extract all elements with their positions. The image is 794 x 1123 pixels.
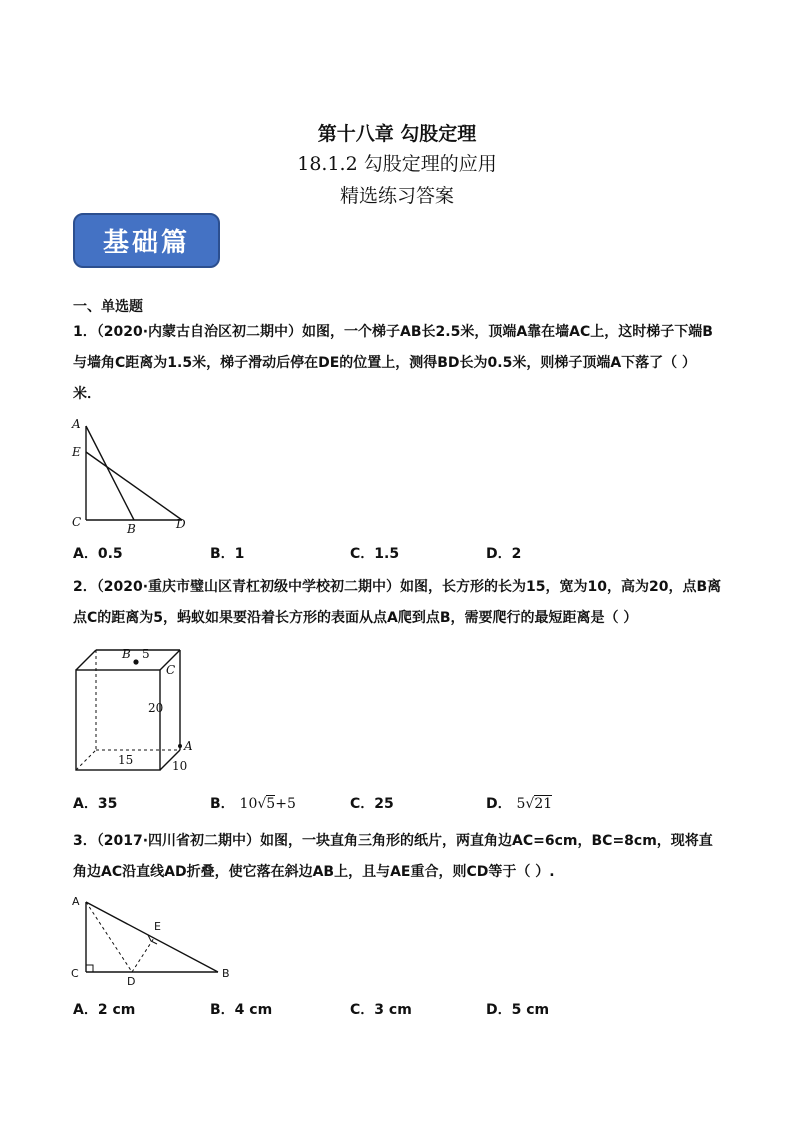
question-1 [73,317,723,410]
option-b[interactable]: B．1 [210,546,245,562]
label-a: A [72,895,80,908]
option-d-math [517,795,553,812]
option-a[interactable]: A．35 [73,796,118,812]
chapter-title: 第十八章 勾股定理 [317,123,477,145]
math-radicand: 5 [266,796,276,812]
option-c[interactable]: C．25 [350,796,394,812]
question-text: （2020·内蒙古自治区初二期中）如图，一个梯子AB长2.5米，顶端A靠在墙AC上，这时梯子下端B与墙角C距离为1.5米，梯子滑动后停在DE的位置上，测得BD长为0.5米，则梯子顶端A下落了（ ）米． [73,324,713,402]
label-d: D [176,517,186,531]
option-a[interactable]: A．2 cm [73,1002,136,1018]
label-15: 15 [118,753,134,767]
option-c[interactable]: C．3 cm [350,1002,412,1018]
math-coef: 5 [516,796,526,812]
label-a: A [184,739,193,753]
label-d: D [127,975,136,988]
label-b: B [222,967,230,980]
fold-line-ad [86,902,132,972]
question-3 [73,826,723,888]
option-d[interactable]: D．5 cm [486,1002,550,1018]
option-b-letter: B． [210,796,235,812]
label-10: 10 [172,759,188,773]
section-title: 18.1.2 勾股定理的应用 [297,153,497,175]
sqrt-sign: √ [525,796,535,812]
question-number: 3． [73,833,97,849]
ladder-ed [86,452,182,520]
box-edge [76,650,96,670]
side-ab [86,902,218,972]
option-d[interactable]: D．2 [486,546,522,562]
math-coef: 10 [239,796,258,812]
option-d-letter: D． [486,796,512,812]
option-d[interactable] [486,793,552,813]
options-q2 [73,793,723,817]
options-q1 [73,543,723,567]
question-number: 1． [73,324,97,340]
label-5: 5 [142,647,150,661]
sqrt-sign: √ [257,796,267,812]
option-b[interactable]: B．4 cm [210,1002,273,1018]
label-20: 20 [148,701,164,715]
figure-ladder [60,410,200,535]
label-c: C [71,967,79,980]
subtitle: 精选练习答案 [339,185,454,207]
figure-box [70,640,210,775]
section-heading: 一、单选题 [73,299,143,315]
right-angle-c [86,965,93,972]
segment-de [132,938,154,972]
point-b [133,659,138,664]
label-b: B [127,522,136,536]
label-c: C [72,515,82,529]
option-c[interactable]: C．1.5 [350,546,400,562]
figure-triangle [66,892,246,987]
label-e: E [72,445,81,459]
options-q3 [73,999,723,1023]
option-b[interactable] [210,793,296,813]
question-2 [73,572,723,634]
label-b: B [122,647,131,661]
question-number: 2． [73,579,97,595]
ladder-ab [86,426,134,520]
label-a: A [72,417,81,431]
label-e: E [154,920,161,933]
math-tail: +5 [275,796,296,812]
option-a[interactable]: A．0.5 [73,546,123,562]
level-badge: 基础篇 [73,213,220,268]
box-hidden-edge [76,750,96,770]
question-text: （2020·重庆市璧山区青杠初级中学校初二期中）如图，长方形的长为15，宽为10，高为20，点B离点C的距离为5，蚂蚁如果要沿着长方形的表面从点A爬到点B，需要爬行的最短距离是（ ） [73,579,722,626]
question-text: （2017·四川省初二期中）如图，一块直角三角形的纸片，两直角边AC=6cm，BC=8cm，现将直角边AC沿直线AD折叠，使它落在斜边AB上，且与AE重合，则CD等于（ ）. [73,833,713,880]
point-a [178,744,182,748]
option-b-math [240,795,296,812]
math-radicand: 21 [534,796,553,812]
label-c: C [166,663,176,677]
